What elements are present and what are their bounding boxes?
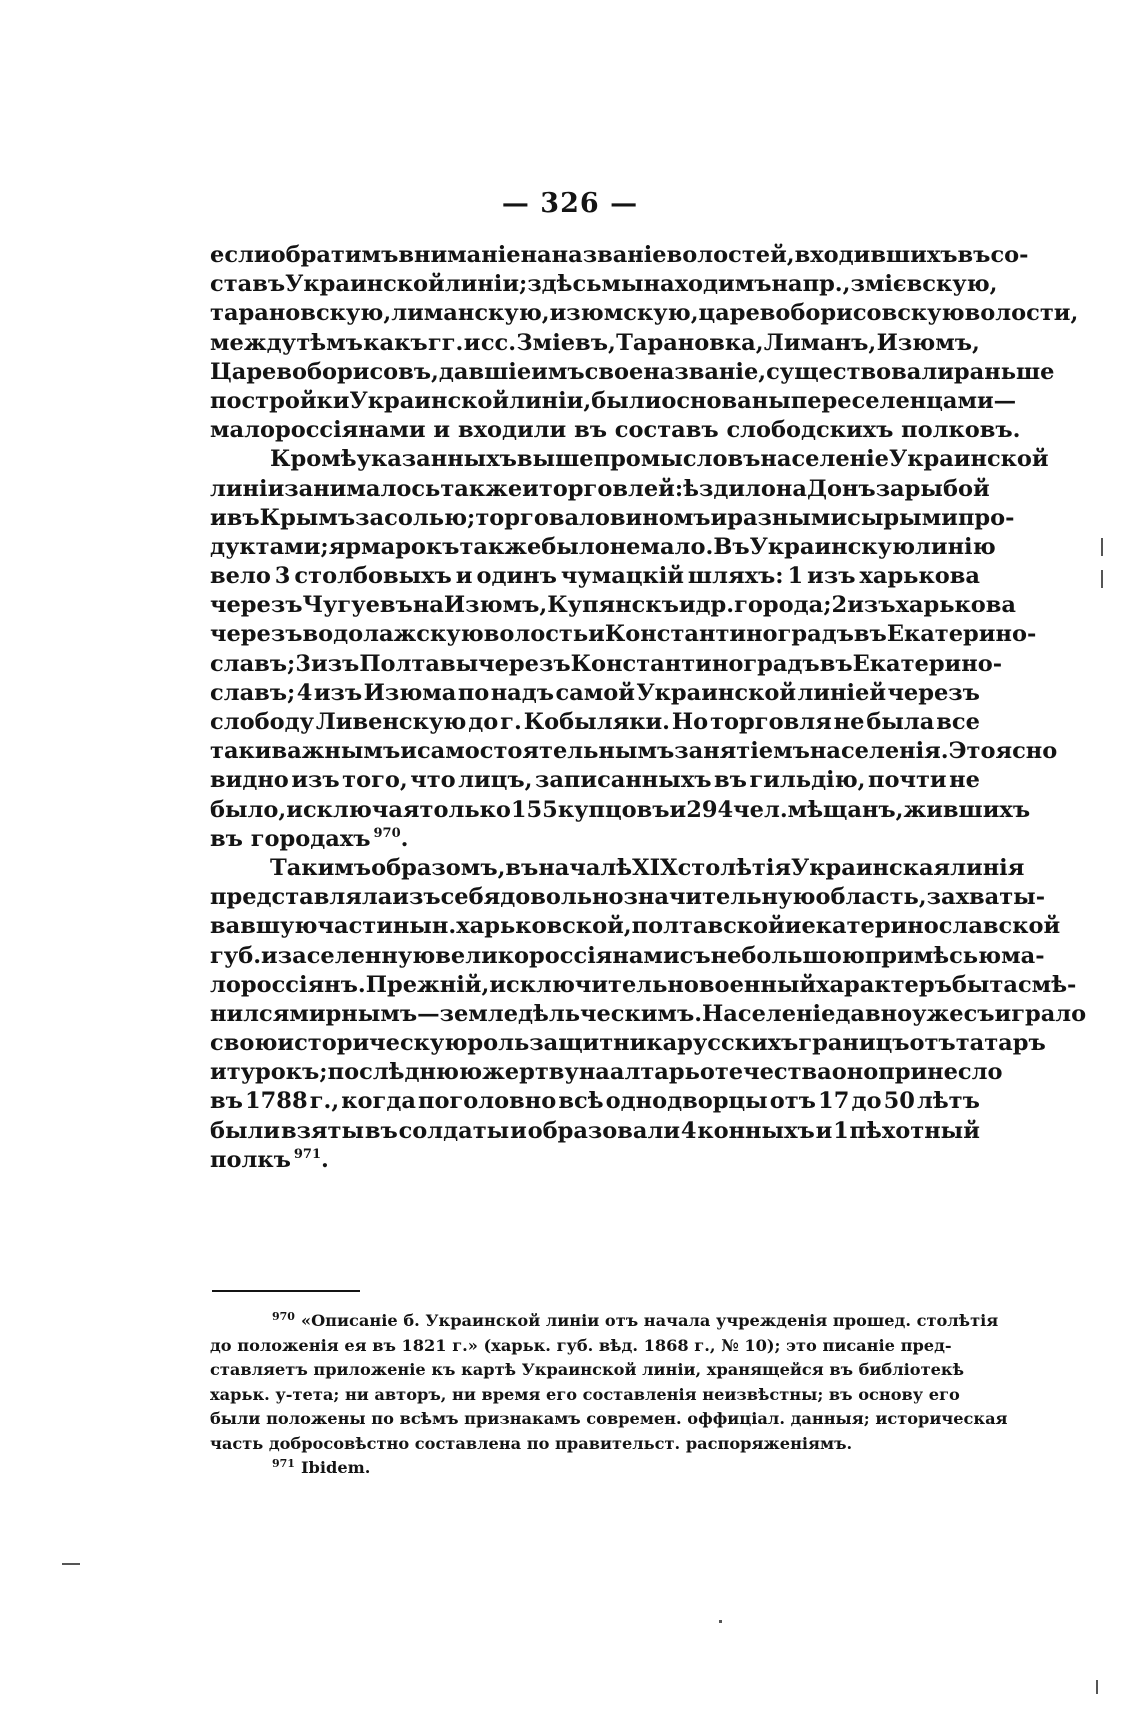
page-number: — 326 — [501, 188, 639, 219]
footnote-line: были положены по всѣмъ признакамъ современ. оффиціал. данныя; историческая [210, 1409, 1008, 1428]
text-line: черезъ водолажскую волость и Константиноградъ въ Екатерино- [210, 621, 1037, 648]
text-line: если обратимъ вниманіе на названіе волостей, входившихъ въ со- [210, 242, 1029, 268]
text-line-with-ref: въ городахъ $^{970}$. [210, 825, 409, 852]
text-line: постройки Украинской линіи, были основаны переселенцами— [210, 387, 1017, 414]
footnote-line: до положенія ея въ 1821 г.» (харьк. губ. вѣд. 1868 г., № 10); это писаніе пред- [210, 1335, 952, 1355]
text-line: черезъ Чугуевъ на Изюмъ, Купянскъ и др. города; 2 изъ харькова [210, 592, 1016, 619]
text-line: лороссіянъ. Прежній, исключительно военный характеръ быта смѣ- [210, 971, 1077, 998]
text-line: слободу Ливенскую до г. Кобыляки. Но торговля не была все [210, 709, 980, 735]
text-line: представляла изъ себя довольно значительную область, захваты- [210, 884, 1046, 911]
main-text [210, 241, 1087, 1175]
text-line: вавшую части нын. харьковской, полтавской и екатеринославской [210, 913, 1061, 940]
text-line: свою историческую роль защитника русскихъ границъ отъ татаръ [210, 1030, 1046, 1057]
footnote-line [210, 1456, 980, 1481]
text-line: и турокъ; послѣднюю жертву на алтарь отечества оно принесло [210, 1059, 1003, 1086]
text-line: малороссіянами и входили въ составъ слободскихъ полковъ. [210, 417, 1021, 444]
footnotes [210, 1309, 1008, 1481]
text-line: были взяты въ солдаты и образовали 4 конныхъ и 1 пѣхотный [210, 1117, 980, 1144]
text-line: между тѣмъ какъ гг. и сс. Зміевъ, Тарановка, Лиманъ, Изюмъ, [210, 329, 980, 356]
text-line: таки важнымъ и самостоятельнымъ занятіемъ населенія. Это ясно [210, 738, 1058, 765]
footnote-text: Ibidem. [300, 1458, 371, 1477]
footnote-text: «Описаніе б. Украинской линіи отъ начала учрежденія прошед. столѣтія [300, 1311, 999, 1330]
text-line: нился мирнымъ—земледѣльческимъ. Населеніе давно уже съиграло [210, 1000, 1087, 1027]
footnote-ref: 971 [293, 1147, 321, 1163]
footnote-number: 971 [272, 1456, 295, 1470]
scan-mark [1096, 1680, 1098, 1694]
text-line: славъ; 4 изъ Изюма по надъ самой Украинской линіей черезъ [210, 679, 980, 706]
text-line: тарановскую, лиманскую, изюмскую, царевоборисовскую волости, [210, 300, 1079, 327]
text-line-with-ref: полкъ $^{971}$. [210, 1146, 329, 1173]
footnote-number: 970 [272, 1309, 295, 1323]
scan-mark [1101, 538, 1103, 556]
text-line: и въ Крымъ за солью; торговало виномъ и разными сырыми про- [210, 504, 1015, 531]
text-line: вело 3 столбовыхъ и одинъ чумацкій шляхъ: 1 изъ харькова [210, 563, 980, 590]
footnote-line: харьк. у-тета; ни авторъ, ни время его составленія неизвѣстны; въ основу его [210, 1384, 960, 1404]
footnote-line [210, 1309, 999, 1334]
text-line: видно изъ того, что лицъ, записанныхъ въ гильдію, почти не [210, 767, 980, 794]
text-line: Царевоборисовъ, давшіе имъ свое названіе, существовали раньше [210, 358, 1055, 385]
footnote-line: ставляетъ приложеніе къ картѣ Украинской линіи, хранящейся въ библіотекѣ [210, 1360, 964, 1379]
footnote-divider [212, 1290, 360, 1292]
footnote-ref: 970 [373, 826, 401, 842]
text-line: въ 1788 г., когда поголовно всѣ однодворцы отъ 17 до 50 лѣтъ [210, 1088, 980, 1115]
scan-mark [62, 1563, 80, 1565]
text-line: линіи занималось также и торговлей: ѣздило на Донъ за рыбой [210, 475, 990, 502]
text-line: губ. и заселенную великороссіянами съ небольшою примѣсью ма- [210, 942, 1045, 969]
text-line: Такимъ образомъ, въ началѣ XIX столѣтія Украинская линія [270, 854, 1025, 881]
text-line: славъ; 3 изъ Полтавы черезъ Константиноградъ въ Екатерино- [210, 650, 1003, 677]
text-line: полкъ [210, 1146, 291, 1173]
scan-mark [719, 1620, 722, 1623]
scan-mark [1101, 570, 1103, 588]
text-line: было, исключая только 155 купцовъ и 294 чел. мѣщанъ, жившихъ [210, 796, 1031, 823]
text-line: въ городахъ [210, 825, 371, 852]
text-line: дуктами; ярмарокъ также было не мало. Въ Украинскую линію [210, 533, 996, 560]
text-line: Кромѣ указанныхъ выше промысловъ населеніе Украинской [270, 446, 1049, 473]
footnote-line: часть добросовѣстно составлена по правительст. распоряженіямъ. [210, 1433, 853, 1453]
text-line: ставъ Украинской линіи; здѣсь мы находимъ напр., змієвскую, [210, 271, 998, 298]
